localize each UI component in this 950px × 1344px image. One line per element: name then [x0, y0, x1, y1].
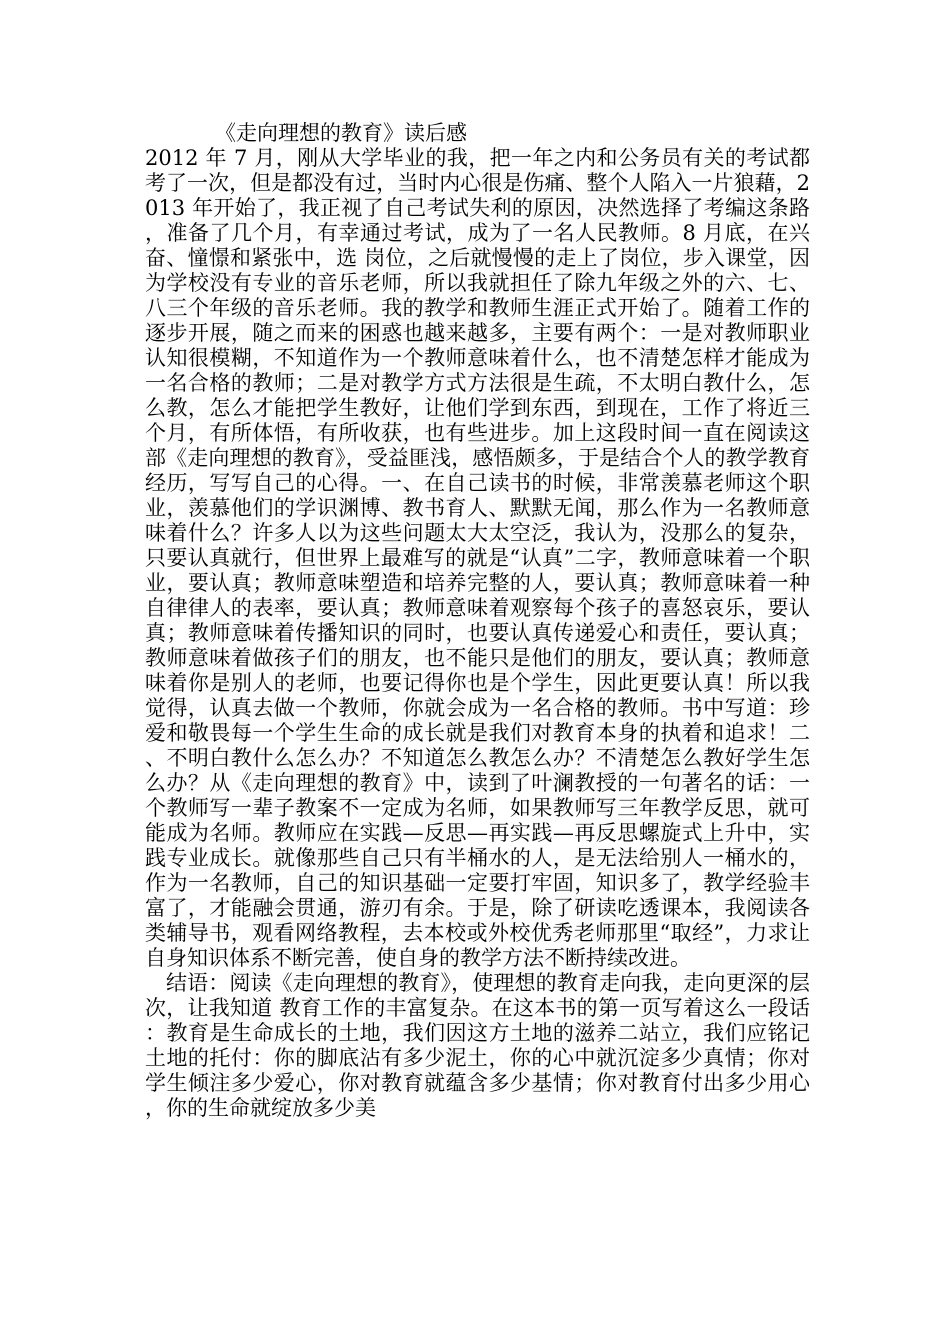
document-title: 《走向理想的教育》读后感	[215, 121, 467, 145]
body-paragraph-conclusion: 结语：阅读《走向理想的教育》，使理想的教育走向我，走向更深的层次，让我知道 教育工作的丰富复杂。在这本书的第一页写着这么一段话：教育是生命成长的土地，我们因这方土地的滋养二站立，我们应铭记土地的托付：你的脚底沾有多少泥土，你的心中就沉淀多少真情；你对学生倾注多少爱心，你对教育就蕴含多少基情；你对教育付出多少用心，你的生命就绽放多少美	[145, 971, 810, 1120]
body-paragraph-main: 2012 年 7 月，刚从大学毕业的我，把一年之内和公务员有关的考试都考了一次，但是都没有过，当时内心很是伤痛、整个人陷入一片狼藉，2013 年开始了，我正视了自己考试失利的原因，决然选择了考编这条路，准备了几个月，有幸通过考试，成为了一名人民教师。8 月底，在兴奋、憧憬和紧张中，选 岗位，之后就慢慢的走上了岗位，步入课堂，因为学校没有专业的音乐老师，所以我就担任了除九年级之外的六、七、八三个年级的音乐老师。我的教学和教师生涯正式开始了。随着工作的逐步开展，随之而来的困惑也越来越多，主要有两个：一是对教师职业认知很模糊，不知道作为一个教师意味着什么，也不清楚怎样才能成为一名合格的教师；二是对教学方式方法很是生疏，不太明白教什么，怎么教，怎么才能把学生教好，让他们学到东西，到现在，工作了将近三个月，有所体悟，有所收获，也有些进步。加上这段时间一直在阅读这部《走向理想的教育》，受益匪浅，感悟颇多，于是结合个人的教学教育经历，写写自己的心得。一、在自己读书的时候，非常羡慕老师这个职业，羡慕他们的学识渊博、教书育人、默默无闻，那么作为一名教师意味着什么？许多人以为这些问题太大太空泛，我认为，没那么的复杂，只要认真就行，但世界上最难写的就是“认真”二字，教师意味着一个职业，要认真；教师意味塑造和培养完整的人，要认真；教师意味着一种自律律人的表率，要认真；教师意味着观察每个孩子的喜怒哀乐，要认真；教师意味着传播知识的同时，也要认真传递爱心和责任，要认真；教师意味着做孩子们的朋友，也不能只是他们的朋友，要认真；教师意味着你是别人的老师，也要记得你也是个学生，因此更要认真！所以我觉得，认真去做一个教师，你就会成为一名合格的教师。书中写道：珍爱和敬畏每一个学生生命的成长就是我们对教育本身的执着和追求！二 、不明白教什么怎么办？不知道怎么教怎么办？不清楚怎么教好学生怎么办？从《走向理想的教育》中，读到了叶澜教授的一句著名的话：一个教师写一辈子教案不一定成为名师，如果教师写三年教学反思，就可能成为名师。教师应在实践—反思—再实践—再反思螺旋式上升中，实践专业成长。就像那些自己只有半桶水的人，是无法给别人一桶水的，作为一名教师，自己的知识基础一定要打牢固，知识多了，教学经验丰富了，才能融会贯通，游刃有余。于是，除了研读吃透课本，我阅读各类辅导书，观看网络教程，去本校或外校优秀老师那里“取经”，力求让自身知识体系不断完善，使自身的教学方法不断持续改进。	[145, 146, 810, 970]
document-page	[145, 121, 810, 1121]
